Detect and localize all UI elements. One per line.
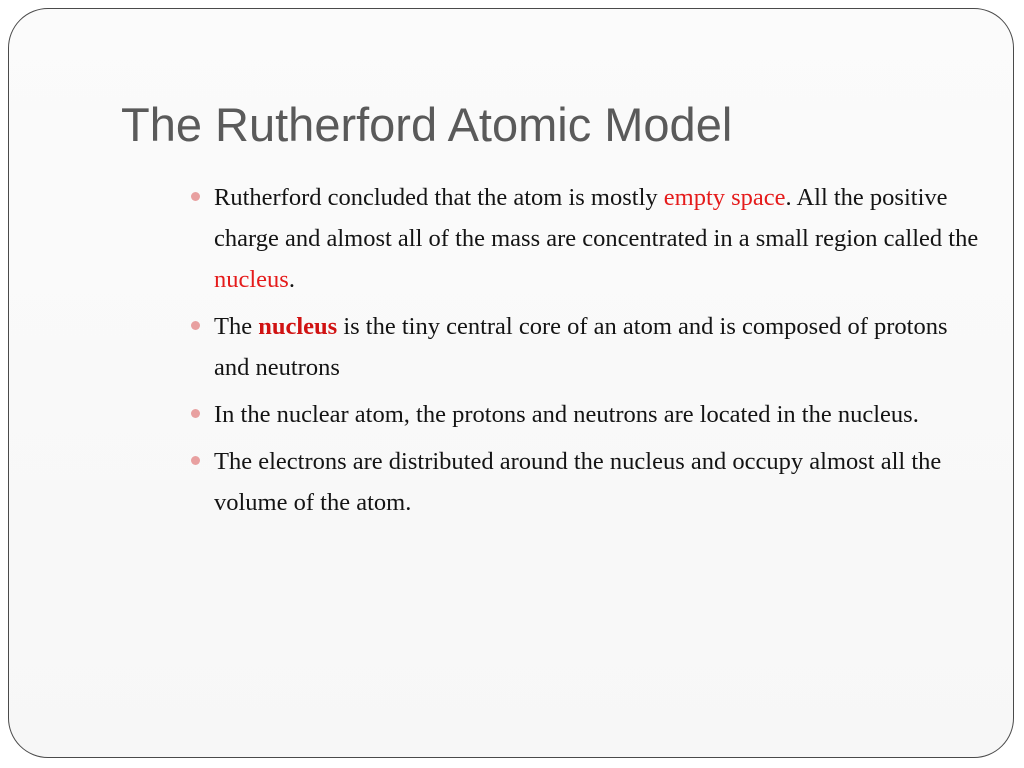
bullet-dot-icon xyxy=(191,321,200,330)
bullet-text: . xyxy=(288,266,295,293)
highlight-empty-space: empty space xyxy=(663,184,786,211)
bullet-dot-icon xyxy=(191,192,200,201)
bullet-item-empty-space xyxy=(191,177,981,300)
slide-title: The Rutherford Atomic Model xyxy=(121,98,733,151)
bullet-list xyxy=(191,177,981,529)
highlight-nucleus: nucleus xyxy=(214,266,289,293)
bullet-text: is the tiny central core of an atom and is composed of protons and neutrons xyxy=(214,313,948,381)
highlight-nucleus-bold: nucleus xyxy=(258,313,338,340)
slide-frame xyxy=(8,8,1014,758)
bullet-dot-icon xyxy=(191,456,200,465)
bullet-item-nuclear-atom xyxy=(191,394,981,435)
bullet-item-nucleus-definition xyxy=(191,306,981,388)
bullet-text: The electrons are distributed around the nucleus and occupy almost all the volume of the atom. xyxy=(214,448,942,516)
bullet-text: The xyxy=(214,313,259,340)
bullet-text: In the nuclear atom, the protons and neutrons are located in the nucleus. xyxy=(214,401,919,428)
bullet-item-electrons xyxy=(191,441,981,523)
bullet-text: . All the positive charge and almost all of the mass are concentrated in a small region called the xyxy=(214,184,979,252)
bullet-dot-icon xyxy=(191,409,200,418)
bullet-text: Rutherford concluded that the atom is mostly xyxy=(214,184,664,211)
